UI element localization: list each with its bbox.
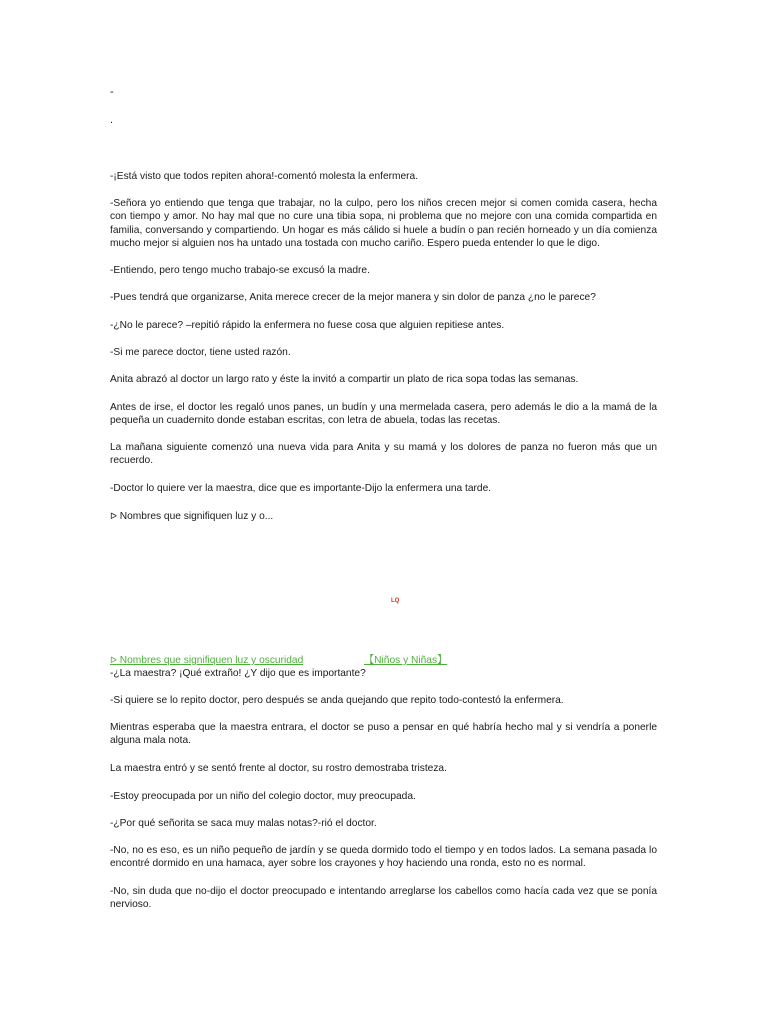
paragraph: -¿No le parece? –repitió rápido la enfermera no fuese cosa que alguien repitiese antes. <box>110 320 505 331</box>
paragraph: -Pues tendrá que organizarse, Anita merece crecer de la mejor manera y sin dolor de panza ¿no le parece? <box>110 292 596 303</box>
logo: LQ <box>391 598 400 604</box>
paragraph: -No, no es eso, es un niño pequeño de jardín y se queda dormido todo el tiempo y en todos lados. La semana pasada lo encontré dormido en una hamaca, ayer sobre los crayones y hoy haciendo una ronda, esto no es normal. <box>110 845 657 870</box>
paragraph: -Señora yo entiendo que tenga que trabajar, no la culpo, pero los niños crecen mejor si comen comida casera, hecha con tiempo y amor. No hay mal que no cure una tibia sopa, ni problema que no mejore con una comida compartida en familia, conversando y compartiendo. Un hogar es más cálido si huele a budín o pan recién horneado y un día comienza mucho mejor si alguien nos ha untado una tostada con mucho cariño. Espero pueda entender lo que le digo. <box>110 198 657 250</box>
triangle-icon: ᐅ <box>110 511 117 521</box>
paragraph: -No, sin duda que no-dijo el doctor preocupado e intentando arreglarse los cabellos como hacía cada vez que se ponía nervioso. <box>110 886 657 911</box>
paragraph: -¿Por qué señorita se saca muy malas notas?-rió el doctor. <box>110 818 377 829</box>
triangle-icon: ᐅ <box>110 655 117 665</box>
teaser-line <box>110 510 657 523</box>
paragraph: La mañana siguiente comenzó una nueva vida para Anita y su mamá y los dolores de panza no fueron más que un recuerdo. <box>110 442 657 467</box>
paragraph: -Estoy preocupada por un niño del colegio doctor, muy preocupada. <box>110 791 416 802</box>
paragraph: La maestra entró y se sentó frente al doctor, su rostro demostraba tristeza. <box>110 763 447 774</box>
paragraph: -Si quiere se lo repito doctor, pero después se anda quejando que repito todo-contestó la enfermera. <box>110 695 564 706</box>
paragraph: Antes de irse, el doctor les regaló unos panes, un budín y una mermelada casera, pero además le dio a la mamá de la pequeña un cuadernito donde estaban escritas, con letra de abuela, todas las recetas. <box>110 402 657 427</box>
related-links <box>110 654 657 667</box>
paragraph: -Si me parece doctor, tiene usted razón. <box>110 347 291 358</box>
dash-mark: - <box>110 86 114 98</box>
paragraph: -Entiendo, pero tengo mucho trabajo-se excusó la madre. <box>110 265 370 276</box>
related-link-names[interactable]: ᐅ Nombres que signifiquen luz y oscuridad <box>110 655 304 666</box>
teaser-text: Nombres que signifiquen luz y o... <box>119 511 274 522</box>
paragraph: -¿La maestra? ¡Qué extraño! ¿Y dijo que es importante? <box>110 668 366 679</box>
paragraph: -¡Está visto que todos repiten ahora!-comentó molesta la enfermera. <box>110 171 419 182</box>
paragraph: -Doctor lo quiere ver la maestra, dice que es importante-Dijo la enfermera una tarde. <box>110 483 492 494</box>
paragraph: Anita abrazó al doctor un largo rato y éste la invitó a compartir un plato de rica sopa todas las semanas. <box>110 374 579 385</box>
dot-mark: . <box>110 114 114 126</box>
paragraph: Mientras esperaba que la maestra entrara, el doctor se puso a pensar en qué habría hecho mal y si vendría a ponerle alguna mala nota. <box>110 722 657 747</box>
related-link-ninos[interactable]: 【Niños y Niñas】 <box>364 655 448 666</box>
